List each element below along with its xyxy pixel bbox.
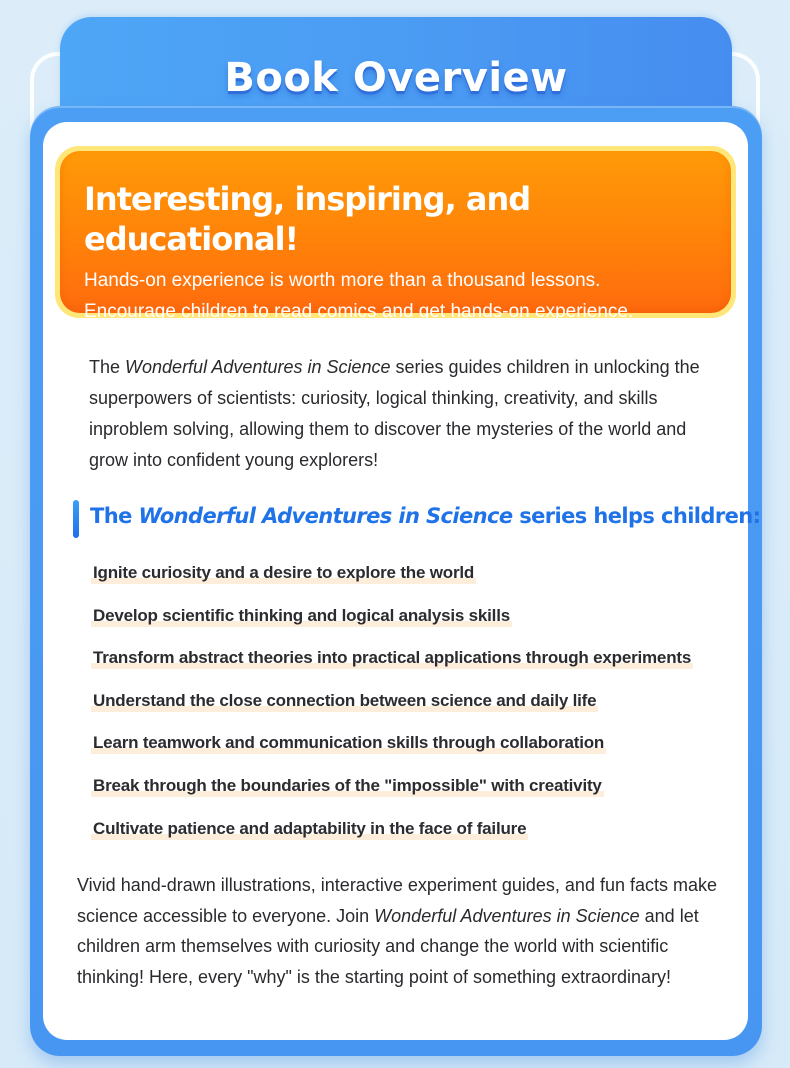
intro-series-name: Wonderful Adventures in Science [125, 357, 391, 377]
heading-accent-bar [73, 500, 79, 538]
list-item [91, 775, 731, 818]
banner-subtitle-line-2: Encourage children to read comics and get hands-on experience. [84, 301, 634, 322]
list-item [91, 605, 731, 648]
outro-part-1: Vivid hand-drawn illustrations, interactive experiment guides, and fun facts make science accessible to everyone. Join [77, 875, 718, 926]
benefit-text: Develop scientific thinking and logical analysis skills [93, 605, 510, 625]
heading-prefix: The [90, 504, 139, 528]
outro-series-name: Wonderful Adventures in Science [374, 905, 640, 926]
banner-subtitle [84, 265, 707, 327]
intro-body: series guides children in unlocking the superpowers of scientists: curiosity, logical thinking, creativity, and skills inproblem solving, allowing them to discover the mysteries of the world and grow into confident young explorers! [89, 357, 700, 470]
heading-suffix: series helps children: [512, 504, 761, 528]
list-item [91, 732, 731, 775]
list-item [91, 818, 731, 861]
outro-part-2: and let children arm themselves with curiosity and change the world with scientific thinking! Here, every "why" is the starting point of something extraordinary! [77, 905, 699, 987]
banner-subtitle-line-1: Hands-on experience is worth more than a thousand lessons. [84, 270, 601, 291]
content-frame [30, 106, 762, 1056]
highlight-banner [55, 146, 736, 322]
benefit-text: Learn teamwork and communication skills through collaboration [93, 733, 605, 753]
banner-body [60, 151, 731, 322]
content-card [43, 122, 761, 1040]
list-item [91, 690, 731, 733]
list-item [91, 562, 731, 605]
benefit-text: Transform abstract theories into practical applications through experiments [93, 648, 692, 668]
intro-prefix: The [89, 357, 126, 377]
benefits-heading-text [90, 504, 760, 528]
heading-series-name: Wonderful Adventures in Science [138, 504, 513, 528]
banner-title: Interesting, inspiring, and educational! [84, 180, 531, 258]
benefit-text: Cultivate patience and adaptability in the face of failure [93, 818, 527, 838]
benefit-text: Understand the close connection between science and daily life [93, 690, 597, 710]
benefits-heading [73, 500, 761, 540]
intro-paragraph [89, 352, 719, 476]
benefit-text: Ignite curiosity and a desire to explore the world [93, 563, 475, 582]
list-item [91, 647, 731, 690]
benefits-list [91, 562, 731, 860]
outro-paragraph [77, 870, 727, 992]
page-title: Book Overview [224, 55, 568, 101]
benefit-text: Break through the boundaries of the "impossible" with creativity [93, 775, 602, 795]
